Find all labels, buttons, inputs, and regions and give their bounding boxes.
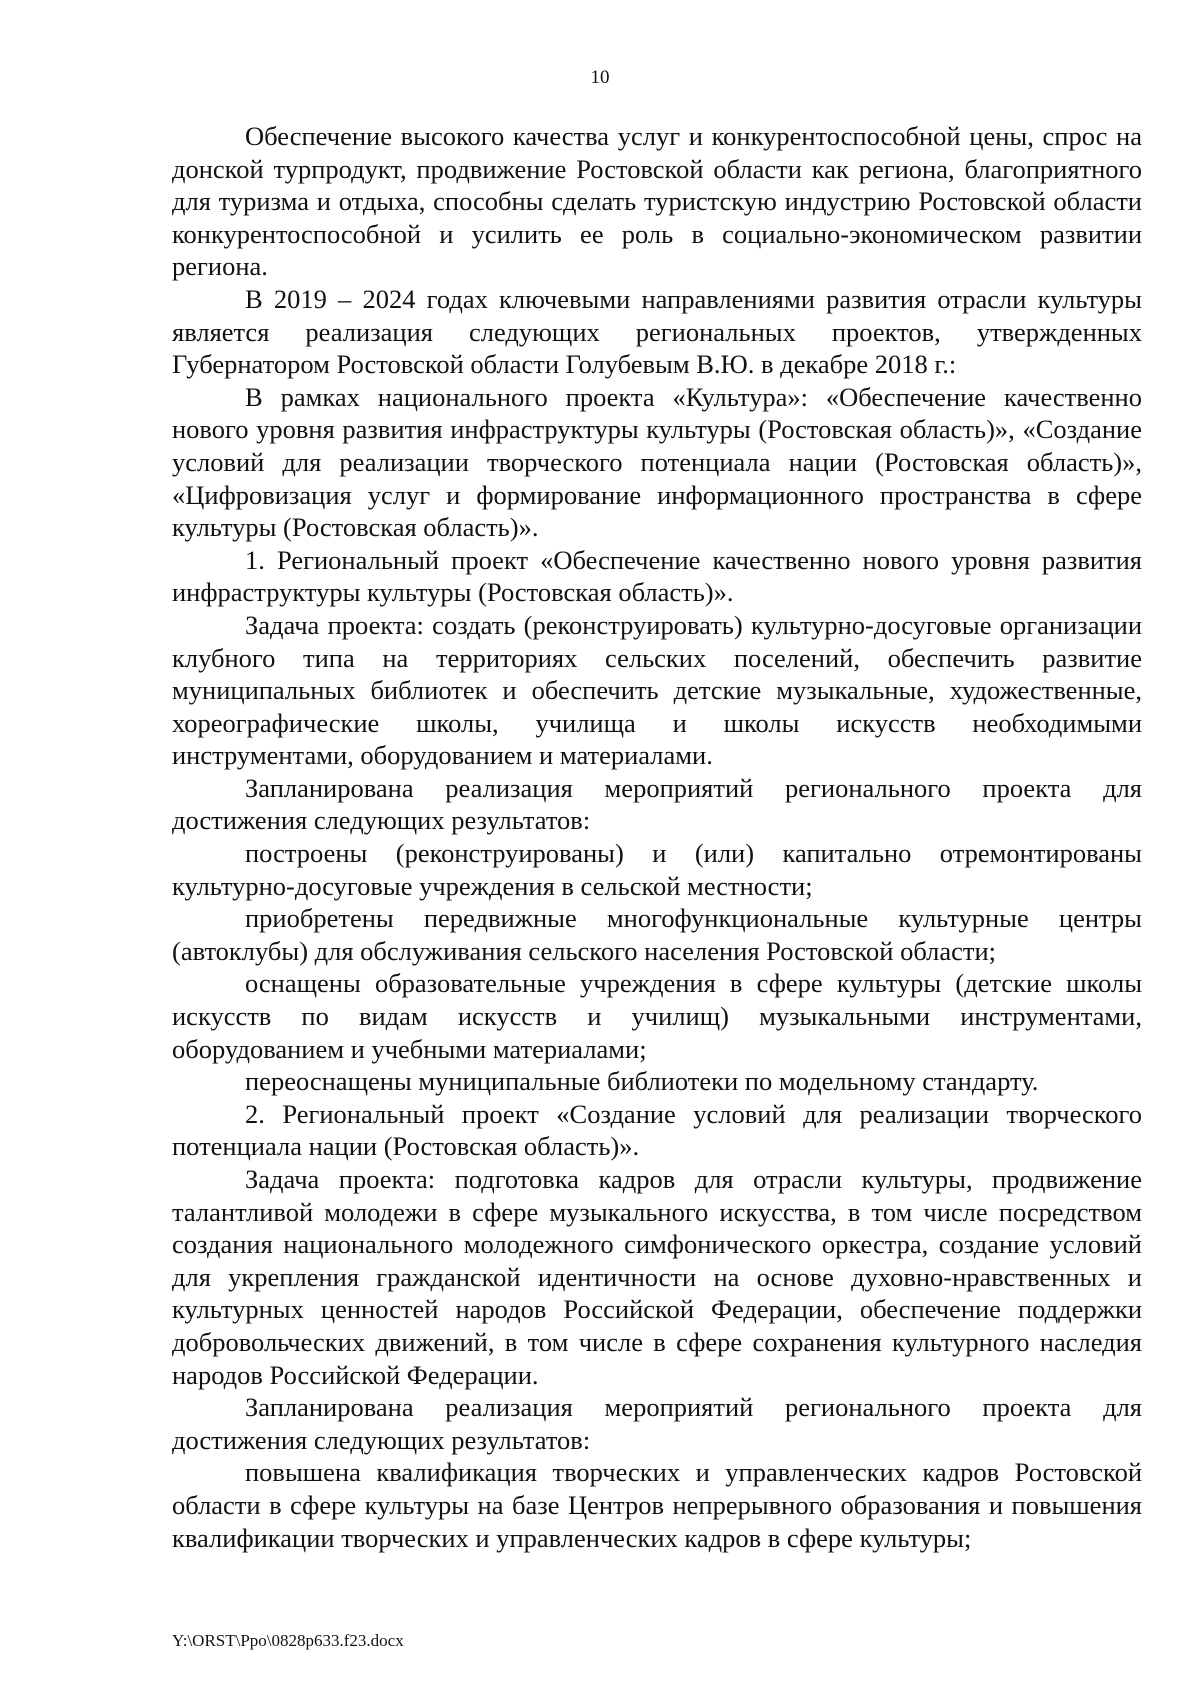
paragraph: приобретены передвижные многофункциональные культурные центры (автоклубы) для обслуживания сельского населения Ростовской области; <box>172 903 1142 966</box>
paragraph: В рамках национального проекта «Культура»: «Обеспечение качественно нового уровня развития инфраструктуры культуры (Ростовская область)», «Создание условий для реализации творческого потенциала нации (Ростовская область)», «Цифровизация услуг и формирование информационного пространства в сфере культуры (Ростовская область)». <box>172 381 1142 543</box>
paragraph: переоснащены муниципальные библиотеки по модельному стандарту. <box>245 1066 1039 1097</box>
page-number: 10 <box>590 67 610 88</box>
paragraph: оснащены образовательные учреждения в сфере культуры (детские школы искусств по видам искусств и училищ) музыкальными инструментами, оборудованием и учебными материалами; <box>172 968 1142 1064</box>
paragraph: повышена квалификация творческих и управленческих кадров Ростовской области в сфере культуры на базе Центров непрерывного образования и повышения квалификации творческих и управленческих кадров в сфере культуры; <box>172 1457 1142 1553</box>
document-body <box>172 120 1142 1554</box>
paragraph: 1. Региональный проект «Обеспечение качественно нового уровня развития инфраструктуры культуры (Ростовская область)». <box>172 544 1142 608</box>
paragraph: построены (реконструированы) и (или) капитально отремонтированы культурно-досуговые учреждения в сельской местности; <box>172 838 1142 901</box>
paragraph: Задача проекта: подготовка кадров для отрасли культуры, продвижение талантливой молодежи в сфере музыкального искусства, в том числе посредством создания национального молодежного симфонического оркестра, создание условий для укрепления гражданской идентичности на основе духовно-нравственных и культурных ценностей народов Российской Федерации, обеспечение поддержки добровольческих движений, в том числе в сфере сохранения культурного наследия народов Российской Федерации. <box>172 1164 1142 1390</box>
paragraph: Задача проекта: создать (реконструировать) культурно-досуговые организации клубного типа на территориях сельских поселений, обеспечить развитие муниципальных библиотек и обеспечить детские музыкальные, художественные, хореографические школы, училища и школы искусств необходимыми инструментами, оборудованием и материалами. <box>172 609 1142 771</box>
footer-file-path: Y:\ORST\Ppo\0828p633.f23.docx <box>172 1631 404 1650</box>
paragraph: В 2019 – 2024 годах ключевыми направлениями развития отрасли культуры является реализация следующих региональных проектов, утвержденных Губернатором Ростовской области Голубевым В.Ю. в декабре 2018 г.: <box>172 283 1142 380</box>
paragraph: Обеспечение высокого качества услуг и конкурентоспособной цены, спрос на донской турпродукт, продвижение Ростовской области как региона, благоприятного для туризма и отдыха, способны сделать туристскую индустрию Ростовской области конкурентоспособной и усилить ее роль в социально-экономическом развитии региона. <box>172 121 1142 282</box>
paragraph: 2. Региональный проект «Создание условий для реализации творческого потенциала нации (Ростовская область)». <box>172 1098 1142 1162</box>
paragraph: Запланирована реализация мероприятий регионального проекта для достижения следующих результатов: <box>172 772 1142 836</box>
paragraph: Запланирована реализация мероприятий регионального проекта для достижения следующих результатов: <box>172 1392 1142 1455</box>
